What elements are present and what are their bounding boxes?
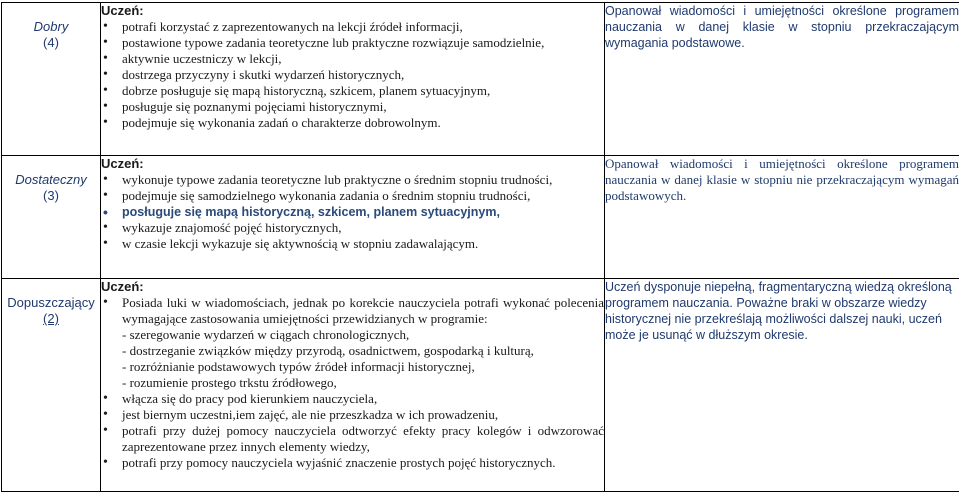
criteria-list: [101, 19, 604, 131]
grade-number: (4): [43, 35, 59, 50]
table-row-grade-2: [2, 279, 959, 492]
summary-cell: Opanował wiadomości i umiejętności określone programem nauczania w danej klasie w stopniu nie przekraczającym wymagań podstawowych.: [605, 156, 959, 279]
grade-number: (3): [43, 188, 59, 203]
student-label: Uczeń:: [101, 279, 144, 294]
list-item: • włącza się do pracy pod kierunkiem nauczyciela,: [101, 391, 604, 407]
grade-number: (2): [43, 311, 59, 326]
grade-cell: [2, 156, 101, 279]
grade-cell: [2, 3, 101, 156]
grade-name: Dostateczny: [15, 172, 87, 187]
list-item: • postawione typowe zadania teoretyczne lub praktyczne rozwiązuje samodzielnie,: [101, 35, 604, 51]
list-item: • posługuje się mapą historyczną, szkicem, planem sytuacyjnym,: [101, 204, 604, 220]
list-item: • wykonuje typowe zadania teoretyczne lub praktyczne o średnim stopniu trudności,: [101, 172, 604, 188]
summary-cell: Uczeń dysponuje niepełną, fragmentaryczną wiedzą określoną programem nauczania. Poważne braki w obszarze wiedzy historycznej nie przekreślają możliwości dalszej nauki, uczeń może je usunąć w dłuższym okresie.: [605, 279, 959, 492]
list-item: • podejmuje się wykonania zadań o charakterze dobrowolnym.: [101, 115, 604, 131]
list-item: • w czasie lekcji wykazuje się aktywnością w stopniu zadawalającym.: [101, 236, 604, 252]
grade-cell: [2, 279, 101, 492]
student-label: Uczeń:: [101, 3, 144, 18]
grading-criteria-table: [1, 2, 959, 492]
list-item: • podejmuje się samodzielnego wykonania zadania o średnim stopniu trudności,: [101, 188, 604, 204]
list-item: • jest biernym uczestni,iem zajęć, ale nie przeszkadza w ich prowadzeniu,: [101, 407, 604, 423]
table-row-grade-4: [2, 3, 959, 156]
list-item: - rozróżnianie podstawowych typów źródeł informacji historycznej,: [122, 359, 475, 374]
list-item: • potrafi korzystać z zaprezentowanych na lekcji źródeł informacji,: [101, 19, 604, 35]
list-item: - szeregowanie wydarzeń w ciągach chronologicznych,: [122, 327, 410, 342]
criteria-cell: [101, 156, 605, 279]
grade-name: Dobry: [33, 19, 69, 34]
list-item: - dostrzeganie związków między przyrodą, osadnictwem, gospodarką i kulturą,: [122, 343, 534, 358]
criteria-cell: [101, 279, 605, 492]
list-item: • Posiada luki w wiadomościach, jednak po korekcie nauczyciela potrafi wykonać polecenia wymagające zastosowania umiejętności przewidzianych w programie:: [101, 295, 604, 327]
criteria-cell: [101, 3, 605, 156]
list-item: • posługuje się poznanymi pojęciami historycznymi,: [101, 99, 604, 115]
student-label: Uczeń:: [101, 156, 144, 171]
summary-cell: Opanował wiadomości i umiejętności określone programem nauczania w danej klasie w stopniu przekraczającym wymagania podstawowe.: [605, 3, 959, 156]
table-row-grade-3: [2, 156, 959, 279]
grade-name: Dopuszczający: [7, 295, 95, 310]
list-item: • dostrzega przyczyny i skutki wydarzeń historycznych,: [101, 67, 604, 83]
criteria-list: [101, 295, 604, 471]
list-item: • potrafi przy pomocy nauczyciela wyjaśnić znaczenie prostych pojęć historycznych.: [101, 455, 604, 471]
criteria-list: [101, 172, 604, 252]
list-item: • potrafi przy dużej pomocy nauczyciela odtworzyć efekty pracy kolegów i odwzorować zaprezentowane przez innych elementy wiedzy,: [101, 423, 604, 455]
list-item: • wykazuje znajomość pojęć historycznych,: [101, 220, 604, 236]
list-item: • aktywnie uczestniczy w lekcji,: [101, 51, 604, 67]
list-item: - rozumienie prostego trkstu źródłowego,: [122, 375, 337, 390]
list-item: • dobrze posługuje się mapą historyczną, szkicem, planem sytuacyjnym,: [101, 83, 604, 99]
